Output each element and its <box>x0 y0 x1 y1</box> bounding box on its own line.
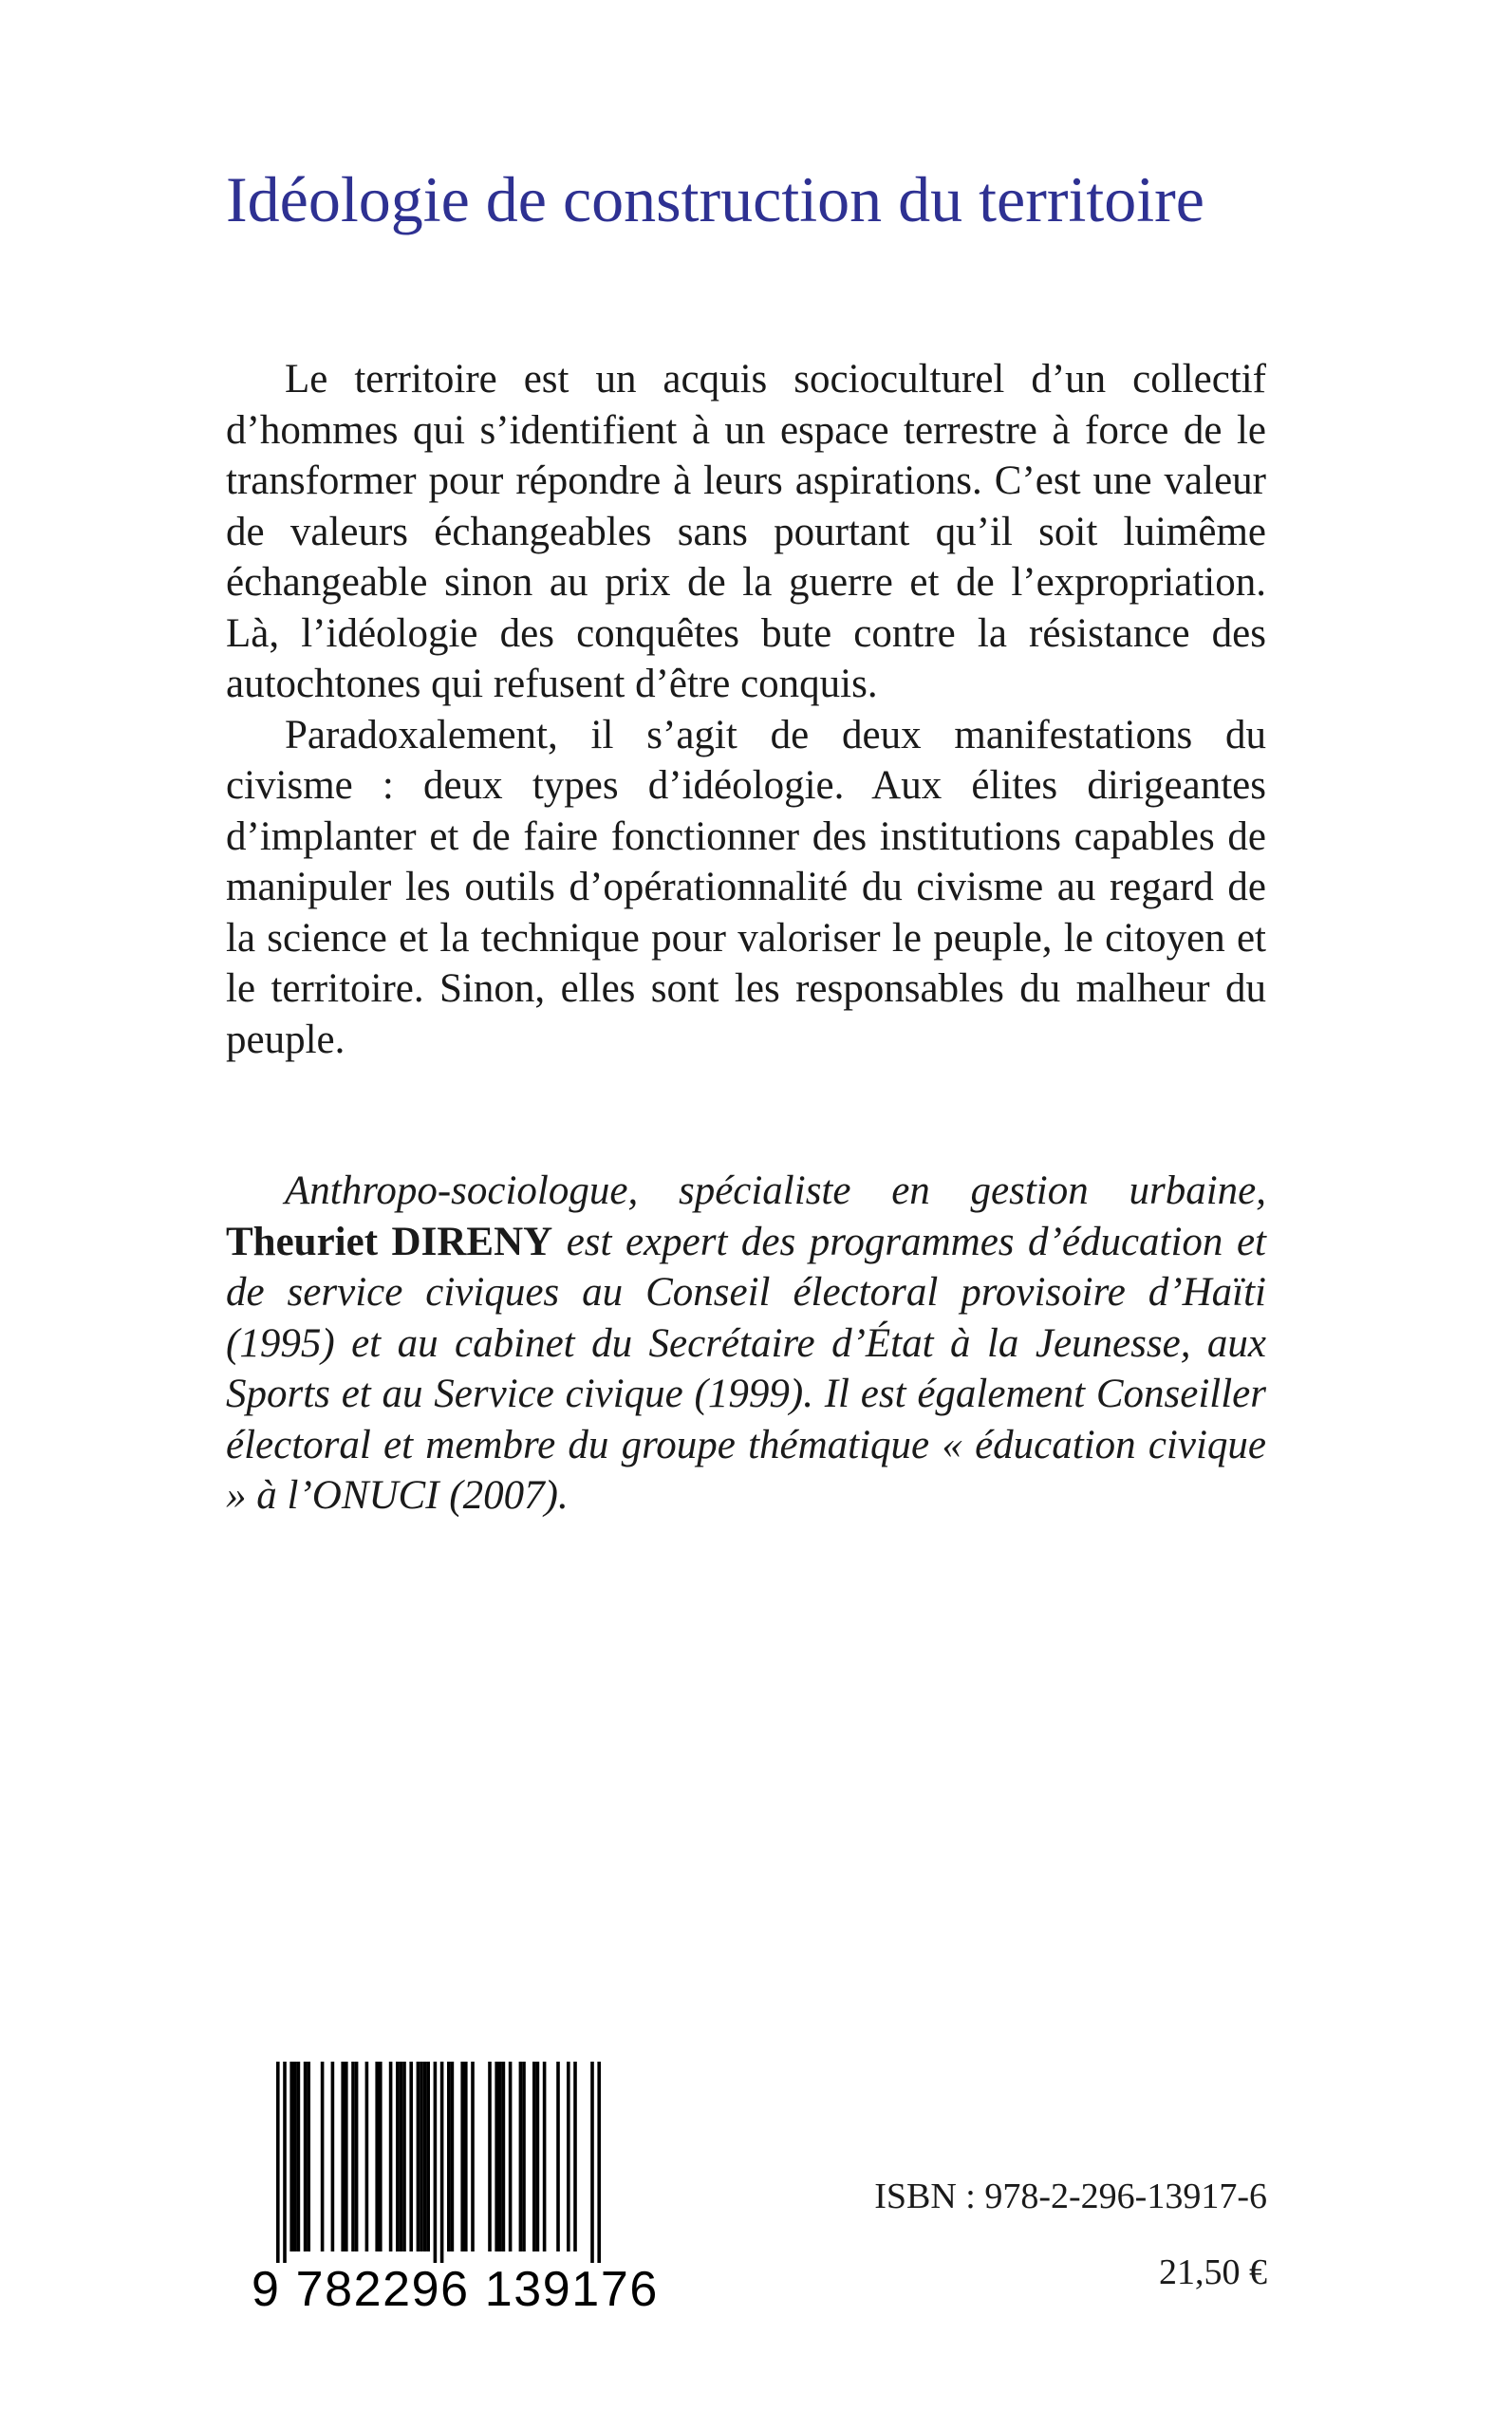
barcode-bar <box>573 2062 577 2251</box>
barcode-bar <box>417 2062 420 2251</box>
barcode-bar <box>304 2062 308 2251</box>
barcode-bar <box>402 2062 406 2251</box>
summary-paragraph-2: Paradoxalement, il s’agit de deux manifestations du civisme : deux types d’idéologie. Aux élites dirigeantes d’implanter et de faire fonctionner des institutions capables de manipuler les outils d’opérationnalité du civisme au regard de la science et la technique pour valoriser le peuple, le citoyen et le territoire. Sinon, elles sont les responsables du malheur du peuple. <box>226 712 1266 1062</box>
barcode-bar <box>460 2062 464 2251</box>
barcode-bar <box>276 2062 280 2263</box>
barcode-bar <box>321 2062 325 2251</box>
barcode-bar <box>289 2062 293 2251</box>
barcode-bar <box>440 2062 444 2263</box>
barcode-bar <box>341 2062 345 2251</box>
barcode-bar <box>345 2062 348 2251</box>
author-name: Theuriet DIRENY <box>226 1219 553 1264</box>
barcode-bar <box>532 2062 536 2251</box>
barcode-bar <box>331 2062 335 2251</box>
barcode-bar <box>522 2062 526 2251</box>
book-title: Idéologie de construction du territoire <box>226 163 1204 235</box>
barcode-bar <box>567 2062 570 2251</box>
author-bio <box>226 1166 1266 1522</box>
bio-text: est expert des programmes d’éducation et de service civiques au Conseil électoral provisoire d’Haïti (1995) et au cabinet du Secrétaire d’État à la Jeunesse, aux Sports et au Service civique (1999). Il est également Conseiller électoral et membre du groupe thématique « éducation civique » à l’ONUCI (2007). <box>226 1219 1266 1518</box>
back-cover-summary <box>226 354 1266 1065</box>
barcode-bars <box>252 2062 610 2263</box>
barcode-bar <box>464 2062 468 2251</box>
barcode <box>252 2062 659 2322</box>
barcode-bar <box>502 2062 506 2251</box>
price: 21,50 € <box>1159 2252 1267 2292</box>
bio-intro: Anthropo-sociologue, spécialiste en gestion urbaine, <box>285 1168 1266 1213</box>
barcode-bar <box>451 2062 455 2251</box>
barcode-bar <box>409 2062 413 2251</box>
barcode-bar <box>293 2062 297 2251</box>
summary-paragraph-1: Le territoire est un acquis socioculturel d’un collectif d’hommes qui s’identifient à un espace terrestre à force de le transformer pour répondre à leurs aspirations. C’est une valeur de valeurs échangeables sans pourtant qu’il soit luimême échangeable sinon au prix de la guerre et de l’expropriation. Là, l’idéologie des conquêtes bute contre la résistance des autochtones qui refusent d’être conquis. <box>226 357 1266 706</box>
barcode-bar <box>556 2062 560 2251</box>
barcode-bar <box>400 2062 403 2251</box>
barcode-bar <box>447 2062 451 2251</box>
barcode-bar <box>434 2062 438 2263</box>
barcode-bar <box>307 2062 310 2251</box>
barcode-bar <box>597 2062 601 2263</box>
barcode-bar <box>351 2062 355 2251</box>
barcode-digits: 9 782296 139176 <box>252 2262 659 2317</box>
barcode-bar <box>536 2062 540 2251</box>
barcode-bar <box>297 2062 301 2251</box>
barcode-bar <box>355 2062 359 2251</box>
isbn: ISBN : 978-2-296-13917-6 <box>874 2176 1267 2216</box>
barcode-bar <box>420 2062 423 2251</box>
barcode-bar <box>396 2062 400 2251</box>
barcode-bar <box>471 2062 475 2251</box>
barcode-bar <box>543 2062 547 2251</box>
barcode-bar <box>495 2062 498 2251</box>
barcode-bar <box>375 2062 379 2251</box>
barcode-bar <box>423 2062 427 2251</box>
barcode-bar <box>389 2062 393 2251</box>
barcode-bar <box>426 2062 430 2251</box>
barcode-bar <box>590 2062 594 2263</box>
barcode-bar <box>488 2062 492 2251</box>
barcode-bar <box>379 2062 383 2251</box>
barcode-bar <box>498 2062 502 2251</box>
barcode-bar <box>365 2062 369 2251</box>
barcode-bar <box>509 2062 513 2251</box>
barcode-bar <box>519 2062 523 2251</box>
barcode-bar <box>283 2062 287 2263</box>
